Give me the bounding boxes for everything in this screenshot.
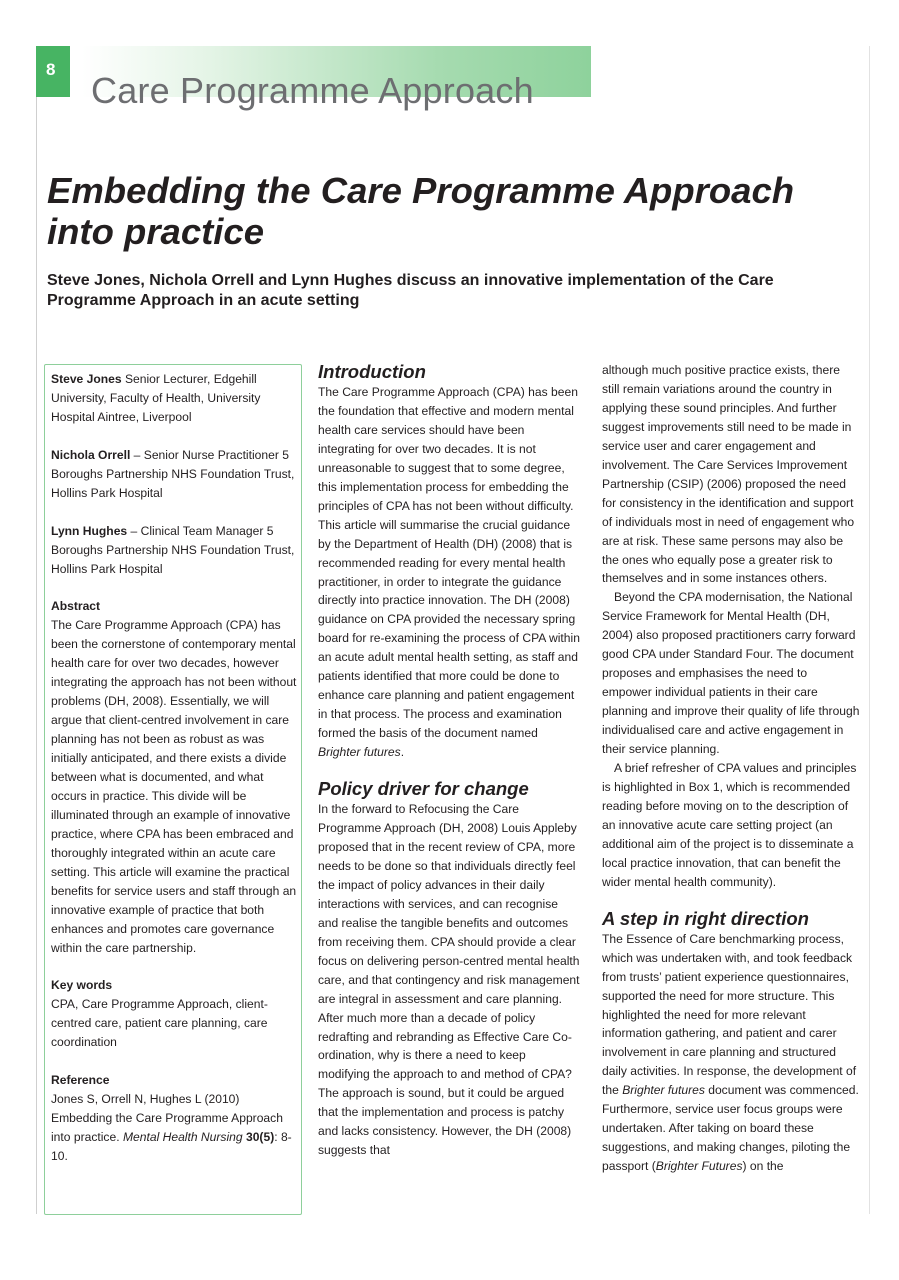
page-right-rule (869, 46, 870, 1214)
step-heading: A step in right direction (602, 907, 809, 929)
author-lynn-hughes (51, 522, 297, 579)
author-steve-jones (51, 370, 297, 427)
reference-journal: Mental Health Nursing (122, 1130, 243, 1145)
author-affiliation: – Clinical Team Manager 5 Boroughs Partnership NHS Foundation Trust, Hollins Park Hospital (51, 523, 295, 576)
reference-volume: 30(5) (245, 1130, 275, 1145)
author-affiliation: Senior Lecturer, Edgehill University, Faculty of Health, University Hospital Aintree, Liverpool (51, 372, 261, 424)
keywords-text: CPA, Care Programme Approach, client-centred care, patient care planning, care coordination (51, 997, 268, 1050)
author-nichola-orrell (51, 446, 297, 503)
reference-text: Jones S, Orrell N, Hughes L (2010) Embedding the Care Programme Approach into practice. Mental Health Nursing 30(5): 8-10. (51, 1092, 292, 1163)
article-standfirst: Steve Jones, Nichola Orrell and Lynn Hughes discuss an innovative implementation of the Care Programme Approach in an acute setting (47, 272, 774, 309)
body-column-middle (318, 361, 580, 1160)
page-left-rule (36, 46, 37, 1214)
page-number: 8 (36, 46, 70, 97)
policy-heading: Policy driver for change (318, 778, 529, 800)
introduction-paragraph: The Care Programme Approach (CPA) has been the foundation that effective and modern mental health care services should have been integrating for over two decades. It is not unreasonable to suggest that to some degree, this implementation process for embedding the principles of CPA has not been without difficulty. This article will summarise the crucial guidance by the Department of Health (DH) (2008) that is recommended reading for every mental health practitioner, in order to integrate the guidance directly into practice innovation. The DH (2008) guidance on CPA provided the necessary spring board for re-examining the process of CPA within an acute adult mental health setting, as staff and patients identified that more could be done to enhance care planning and patient engagement in that process. The process and examination formed the basis of the document named Brighter futures. (318, 385, 580, 760)
article-title: Embedding the Care Programme Approach into practice (47, 170, 795, 252)
introduction-heading: Introduction (318, 361, 426, 382)
policy-paragraph: In the forward to Refocusing the Care Programme Approach (DH, 2008) Louis Appleby proposed that in the recent review of CPA, more needs to be done so that individuals directly feel the impact of policy advances in their daily interactions with services, and can recognise and realise the tangible benefits and outcomes from receiving them. CPA should provide a clear focus on delivering person-centred mental health care, and that contingency and risk management are integral in assessment and care planning. After much more than a decade of policy redrafting and rebranding as Effective Care Co-ordination, why is there a need to keep modifying the approach to and method of CPA? The approach is sound, but it could be argued that the implementation and process is patchy and lacks consistency. However, the DH (2008) suggests that (318, 802, 580, 1158)
col3-paragraph-3: A brief refresher of CPA values and principles is highlighted in Box 1, which is recommended reading before moving on to the description of an innovative acute care setting project (an additional aim of the project is to disseminate a local practice innovation, that can benefit the wider mental health community). (602, 761, 857, 889)
abstract-text: The Care Programme Approach (CPA) has been the cornerstone of contemporary mental health care for over two decades, however integrating the approach has not been without problems (DH, 2008). Essentially, we will argue that client-centred involvement in care planning has not been as robust as was initially anticipated, and there exists a divide between what is documented, and what occurs in practice. This divide will be illuminated through an example of innovative practice, where CPA has been embraced and thoroughly integrated within an acute care setting. This article will examine the practical benefits for service users and staff through an innovative example of practice that both enhances and promotes care governance within the care partnership. (51, 618, 297, 955)
abstract-heading: Abstract (51, 599, 101, 614)
step-paragraph: The Essence of Care benchmarking process, which was undertaken with, and took feedback from trusts’ patient experience questionnaires, supported the need for more structure. This highlighted the need for more relevant information gathering, and patient and carer involvement in care planning and structured daily activities. In response, the development of the Brighter futures document was commenced. Furthermore, service user focus groups were undertaken. After taking on board these suggestions, and making changes, piloting the passport (Brighter Futures) on the (602, 931, 859, 1174)
author-info-box (44, 364, 302, 1215)
author-name: Nichola Orrell (51, 447, 131, 462)
keywords-heading: Key words (51, 978, 113, 993)
section-title: Care Programme Approach (91, 70, 534, 111)
reference-heading: Reference (51, 1073, 110, 1088)
col3-paragraph-2: Beyond the CPA modernisation, the National Service Framework for Mental Health (DH, 2004) also proposed practitioners carry forward good CPA under Standard Four. The document proposes and emphasises the need to empower individual patients in their care planning and improve their quality of life through individualised care and active engagement in their service planning. (602, 590, 860, 757)
author-affiliation: – Senior Nurse Practitioner 5 Boroughs Partnership NHS Foundation Trust, Hollins Park Hospital (51, 447, 295, 500)
body-column-right (602, 361, 860, 1176)
reference-pages: : 8-10. (51, 1130, 292, 1163)
author-name: Steve Jones (51, 372, 122, 386)
author-name: Lynn Hughes (51, 523, 128, 538)
col3-paragraph-1: although much positive practice exists, there still remain variations around the country in applying these sound principles. And further suggest improvements still need to be made in service user and carer engagement and involvement. The Care Services Improvement Partnership (CSIP) (2006) proposed the need for consistency in the identification and support of individuals most in need of engagement who are at risk. These same persons may also be the ones who equally pose a greater risk to themselves and in some instances others. (602, 363, 855, 586)
